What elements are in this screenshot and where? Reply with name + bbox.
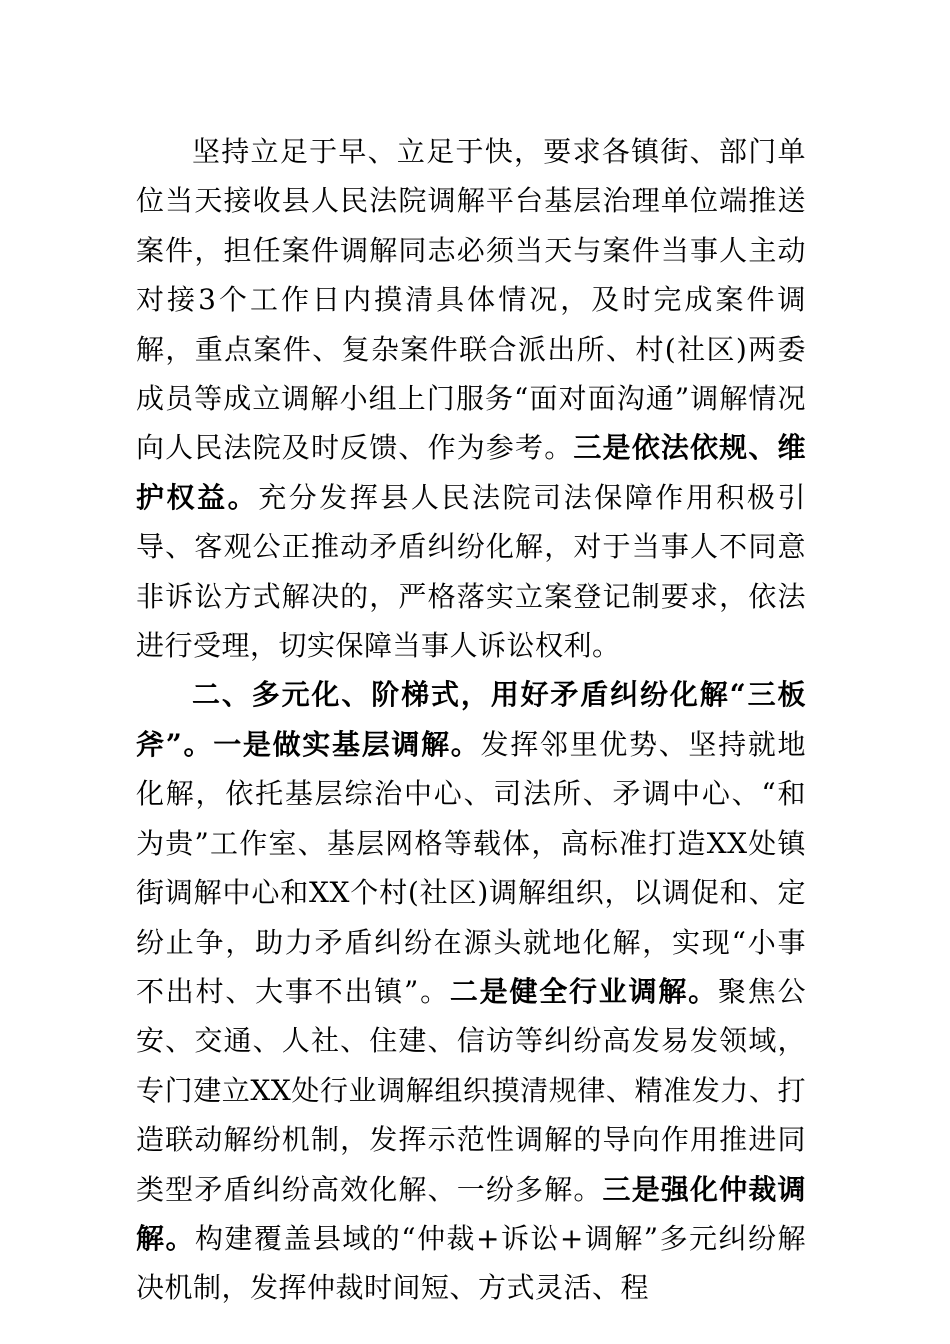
paragraph bbox=[136, 127, 806, 670]
text-segment: 发挥邻里优势、坚持就地化解，依托基层综治中心、司法所、矛调中心、“和为贵”工作室、基层网格等载体，高标准打造XX处镇街调解中心和XX个村(社区)调解组织，以调促和、定纷止争，助力矛盾纠纷在源头就地化解，实现“小事不出村、大事不出镇”。 bbox=[136, 727, 806, 1008]
run-in-subheading: 一是做实基层调解。 bbox=[213, 727, 481, 761]
run-in-subheading: 二是健全行业调解。 bbox=[449, 974, 718, 1008]
paragraph bbox=[136, 670, 806, 1312]
text-segment: 坚持立足于早、立足于快，要求各镇街、部门单位当天接收县人民法院调解平台基层治理单位端推送案件，担任案件调解同志必须当天与案件当事人主动对接3个工作日内摸清具体情况，及时完成案件调解，重点案件、复杂案件联合派出所、村(社区)两委成员等成立调解小组上门服务“面对面沟通”调解情况向人民法院及时反馈、作为参考。 bbox=[136, 135, 806, 465]
run-in-subheading: 三是强化仲裁调解。 bbox=[136, 1172, 806, 1255]
text-segment: 构建覆盖县域的“仲裁+诉讼+调解”多元纠纷解决机制，发挥仲裁时间短、方式灵活、程 bbox=[136, 1221, 806, 1305]
text-segment: 充分发挥县人民法院司法保障作用积极引导、客观公正推动矛盾纠纷化解，对于当事人不同意非诉讼方式解决的，严格落实立案登记制要求，依法进行受理，切实保障当事人诉讼权利。 bbox=[136, 480, 806, 663]
document-body bbox=[136, 127, 806, 1313]
text-segment: 聚焦公安、交通、人社、住建、信访等纠纷高发易发领域，专门建立XX处行业调解组织摸清规律、精准发力、打造联动解纷机制，发挥示范性调解的导向作用推进同类型矛盾纠纷高效化解、一纷多解。 bbox=[136, 974, 806, 1206]
run-in-subheading: 三是依法依规、维护权益。 bbox=[136, 431, 806, 514]
section-heading: 二、多元化、阶梯式，用好矛盾纠纷化解“三板斧”。 bbox=[136, 678, 806, 761]
